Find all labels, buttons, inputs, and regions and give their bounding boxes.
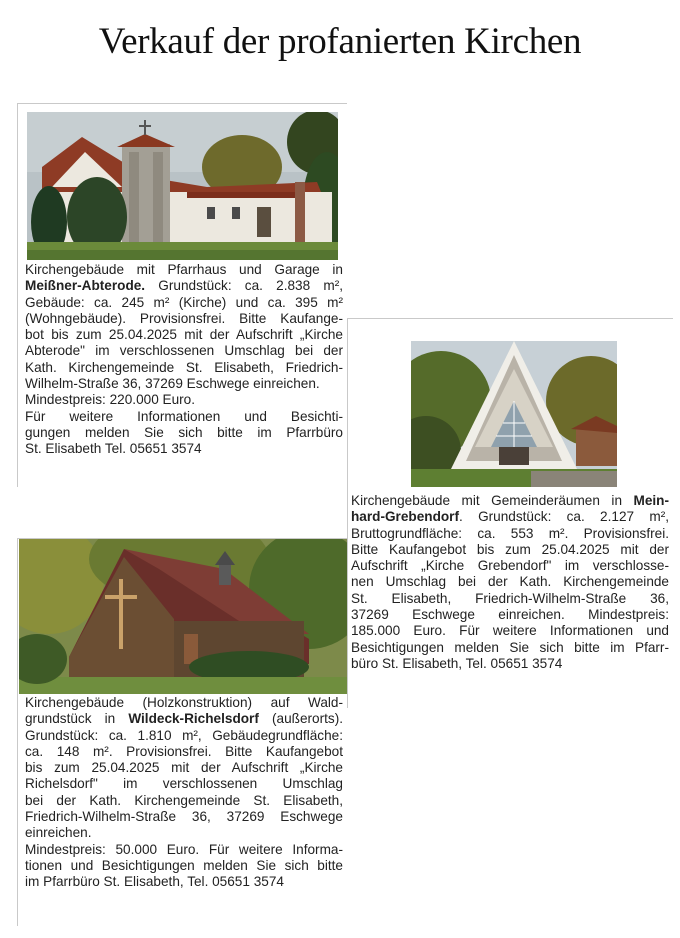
text-line <box>25 441 343 457</box>
text-segment: Kirchengebäude mit Gemeinderäumen in <box>351 493 634 508</box>
text-segment: nen Umschlag bei der Kath. Kirchengemeinde <box>351 574 669 590</box>
text-line <box>25 311 343 327</box>
text-segment: Aufschrift „Kirche Grebendorf" im verschlosse- <box>351 558 669 574</box>
text-segment: Für weitere Informationen und Besichti- <box>25 408 343 424</box>
text-segment: bot bis zum 25.04.2025 mit der Aufschrift „Kirche <box>25 327 343 343</box>
text-segment: Friedrich-Wilhelm-Straße 36, 37269 Eschwege <box>25 809 343 825</box>
text-line <box>25 360 343 376</box>
text-segment: (außerorts). <box>258 711 343 727</box>
text-line <box>25 695 343 711</box>
listing-text-abterode <box>25 262 343 458</box>
text-segment: . Grundstück: ca. 2.127 m², <box>459 509 669 525</box>
text-line <box>25 711 343 727</box>
text-segment: Bruttogrundfläche: ca. 553 m². Provisionsfrei. <box>351 525 669 541</box>
text-line <box>351 607 669 623</box>
church-photo-abterode <box>27 112 338 260</box>
text-segment: Mindestpreis: 50.000 Euro. Für weitere Informa- <box>25 841 343 857</box>
text-line <box>25 760 343 776</box>
text-segment: St. Elisabeth, Friedrich-Wilhelm-Straße 36, <box>351 590 669 606</box>
text-line <box>25 392 343 408</box>
text-line <box>25 744 343 760</box>
text-line <box>351 591 669 607</box>
text-segment: Grundstück: ca. 2.838 m², <box>145 278 343 294</box>
text-segment: im Pfarrbüro St. Elisabeth, Tel. 05651 3574 <box>25 874 284 890</box>
text-segment: einreichen. <box>25 825 92 841</box>
text-segment: Abterode" im verschlossenen Umschlag bei der <box>25 343 343 359</box>
text-segment: gungen melden Sie sich bitte im Pfarrbüro <box>25 424 343 440</box>
location-name: Wildeck-Richelsdorf <box>128 711 259 727</box>
text-line <box>25 858 343 874</box>
text-segment: St. Elisabeth Tel. 05651 3574 <box>25 441 202 457</box>
text-line <box>25 874 343 890</box>
text-line <box>25 842 343 858</box>
text-segment: büro St. Elisabeth, Tel. 05651 3574 <box>351 655 563 671</box>
text-line <box>351 542 669 558</box>
text-segment: Mindestpreis: 220.000 Euro. <box>25 392 196 408</box>
church-photo-richelsdorf <box>19 539 347 694</box>
text-segment: Besichtigungen melden Sie sich bitte im Pfarr- <box>351 639 669 655</box>
church-photo-grebendorf <box>411 341 617 487</box>
text-line <box>25 343 343 359</box>
text-segment: Kirchengebäude (Holzkonstruktion) auf Wald- <box>25 695 343 710</box>
text-line <box>25 278 343 294</box>
text-line <box>25 809 343 825</box>
text-segment: bis zum 25.04.2025 mit der Aufschrift „Kirche <box>25 760 343 776</box>
text-segment: ca. 148 m². Provisionsfrei. Bitte Kaufangebot <box>25 743 343 759</box>
text-segment: 37269 Eschwege einreichen. Mindestpreis: <box>351 607 669 623</box>
text-line <box>351 509 669 525</box>
text-segment: grundstück in <box>25 711 129 727</box>
text-line <box>25 793 343 809</box>
text-segment: (Wohngebäude). Provisionsfrei. Bitte Kaufange- <box>25 310 343 326</box>
text-line <box>25 327 343 343</box>
text-line <box>25 776 343 792</box>
location-name: Meißner-Abterode. <box>25 278 146 294</box>
text-segment: tionen und Besichtigungen melden Sie sich bitte <box>25 857 343 873</box>
text-line <box>25 728 343 744</box>
text-segment: Bitte Kaufangebot bis zum 25.04.2025 mit der <box>351 541 669 557</box>
listing-text-richelsdorf <box>25 695 343 891</box>
text-line <box>351 493 669 509</box>
text-line <box>351 526 669 542</box>
location-name: hard-Grebendorf <box>351 509 459 525</box>
text-segment: Gebäude: ca. 245 m² (Kirche) und ca. 395 m² <box>25 294 343 310</box>
listing-text-grebendorf <box>351 493 669 672</box>
listing-abterode <box>17 103 347 487</box>
text-line <box>351 640 669 656</box>
text-segment: Wilhelm-Straße 36, 37269 Eschwege einreichen. <box>25 376 320 392</box>
text-segment: 185.000 Euro. Für weitere Informationen und <box>351 623 669 639</box>
text-line <box>25 409 343 425</box>
text-line <box>25 425 343 441</box>
text-line <box>25 825 343 841</box>
listing-richelsdorf <box>17 538 347 926</box>
text-segment: Kirchengebäude mit Pfarrhaus und Garage in <box>25 262 343 277</box>
text-segment: Grundstück: ca. 1.810 m², Gebäudegrundfläche: <box>25 727 343 743</box>
text-line <box>25 262 343 278</box>
page-title: Verkauf der profanierten Kirchen <box>98 21 582 62</box>
text-line <box>351 656 669 672</box>
text-line <box>25 376 343 392</box>
text-segment: Kath. Kirchengemeinde St. Elisabeth, Friedrich- <box>25 359 343 375</box>
location-name: Mein- <box>633 493 669 508</box>
text-line <box>25 295 343 311</box>
text-segment: bei der Kath. Kirchengemeinde St. Elisabeth, <box>25 792 343 808</box>
text-line <box>351 623 669 639</box>
text-segment: Richelsdorf" im verschlossenen Umschlag <box>25 776 343 792</box>
text-line <box>351 574 669 590</box>
text-line <box>351 558 669 574</box>
listing-grebendorf <box>347 318 673 708</box>
